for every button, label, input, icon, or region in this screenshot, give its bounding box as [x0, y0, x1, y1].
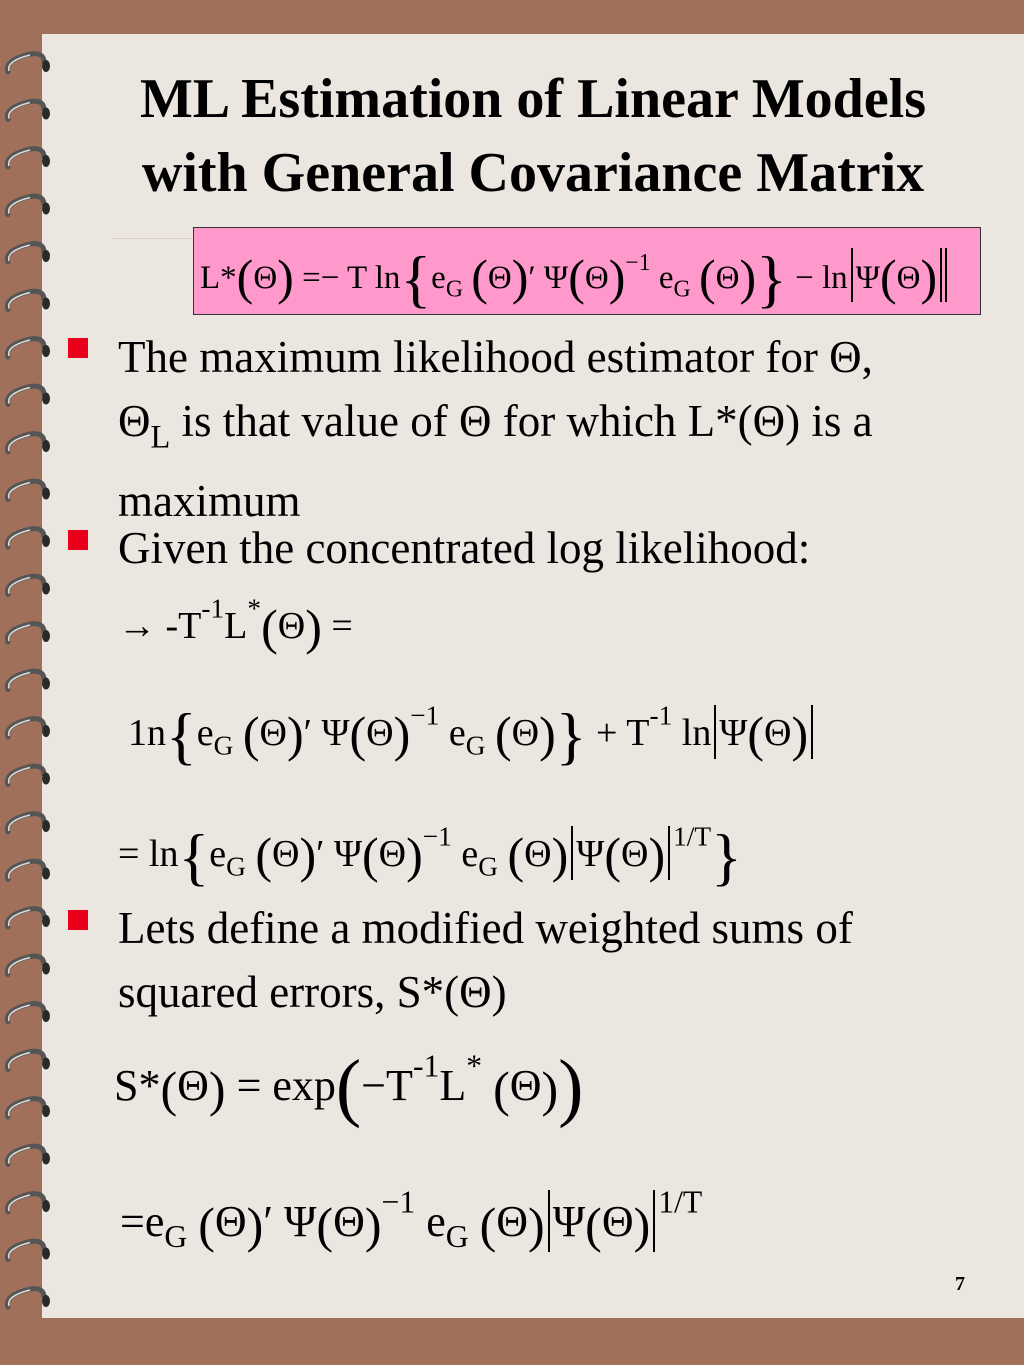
spiral-binding-ring-icon: [7, 291, 50, 309]
title-line-2: with General Covariance Matrix: [141, 142, 925, 204]
log-likelihood-formula-box: [193, 227, 981, 315]
spiral-binding-ring-icon: [7, 1194, 50, 1212]
spiral-binding-ring-icon: [7, 576, 50, 594]
bullet-1-line-1: The maximum likelihood estimator for Θ,: [118, 332, 873, 382]
spiral-binding-ring-icon: [7, 1289, 50, 1307]
bullet-text-3: [118, 896, 1018, 1024]
spiral-binding: [0, 34, 70, 1318]
spiral-binding-ring-icon: [7, 956, 50, 974]
spiral-binding-ring-icon: [7, 1146, 50, 1164]
square-bullet-icon: [68, 910, 88, 930]
spiral-binding-ring-icon: [7, 719, 50, 737]
page-number: 7: [955, 1273, 965, 1295]
subscript-l: L: [150, 419, 171, 456]
spiral-binding-ring-icon: [7, 339, 50, 357]
concentrated-likelihood-line-1: $1n\{e_G$ (Θ)′ $\Psi(\Theta)^{-1}$ $e_G$ $(\Theta)\} + T^{-1}$ ln Ψ(Θ): [128, 705, 816, 762]
spiral-binding-ring-icon: [7, 244, 50, 262]
modified-ssq-expansion: $=e_G$ (Θ)′ $\Psi(\Theta)^{-1}$ $e_G$ (Θ) Ψ(Θ) $^{1/T}$: [120, 1184, 703, 1255]
spiral-binding-ring-icon: [7, 766, 50, 784]
concentrated-likelihood-lhs: → $-T^{-1}L^*(\Theta)$ =: [118, 593, 353, 655]
spiral-binding-ring-icon: [7, 1099, 50, 1117]
spiral-binding-ring-icon: [7, 814, 50, 832]
spiral-binding-ring-icon: [7, 1004, 50, 1022]
modified-ssq-definition: $S*(\Theta) = \exp(-T^{-1}L^*$ (Θ)): [114, 1045, 584, 1129]
log-likelihood-formula: L*(Θ) =− T $\ln\{e_G$ (Θ)′ $\Psi(\Theta)^{-1}$ $e_G$ (Θ)} − ln Ψ(Θ): [200, 248, 950, 303]
spiral-binding-ring-icon: [7, 624, 50, 642]
spiral-binding-ring-icon: [7, 386, 50, 404]
square-bullet-icon: [68, 338, 88, 358]
spiral-binding-ring-icon: [7, 434, 50, 452]
spiral-binding-ring-icon: [7, 909, 50, 927]
bullet-1-line-2-rest: is that value of Θ for which L*(Θ) is a: [170, 396, 873, 446]
square-bullet-icon: [68, 530, 88, 550]
slide-title: [42, 62, 1024, 210]
bullet-text-2: Given the concentrated log likelihood:: [118, 523, 811, 573]
spiral-binding-ring-icon: [7, 671, 50, 689]
spiral-binding-ring-icon: [7, 861, 50, 879]
theta-symbol: Θ: [118, 396, 151, 446]
bullet-1-line-3: maximum: [118, 476, 301, 527]
bullet-1-line-2: [118, 389, 1018, 469]
spiral-binding-ring-icon: [7, 481, 50, 499]
concentrated-likelihood-line-2: = $\ln\{e_G$ (Θ)′ $\Psi(\Theta)^{-1}$ $e_G$ (Θ) Ψ(Θ) $^{1/T}$}: [118, 821, 742, 892]
bullet-3-line-2: squared errors, S*(Θ): [118, 967, 507, 1017]
bullet-3-line-1: Lets define a modified weighted sums of: [118, 903, 853, 953]
bullet-text-1: [118, 325, 1018, 533]
spiral-binding-ring-icon: [7, 1051, 50, 1069]
spiral-binding-ring-icon: [7, 529, 50, 547]
title-divider: [112, 238, 192, 239]
spiral-binding-ring-icon: [7, 1241, 50, 1259]
title-line-1: ML Estimation of Linear Models: [139, 68, 927, 130]
